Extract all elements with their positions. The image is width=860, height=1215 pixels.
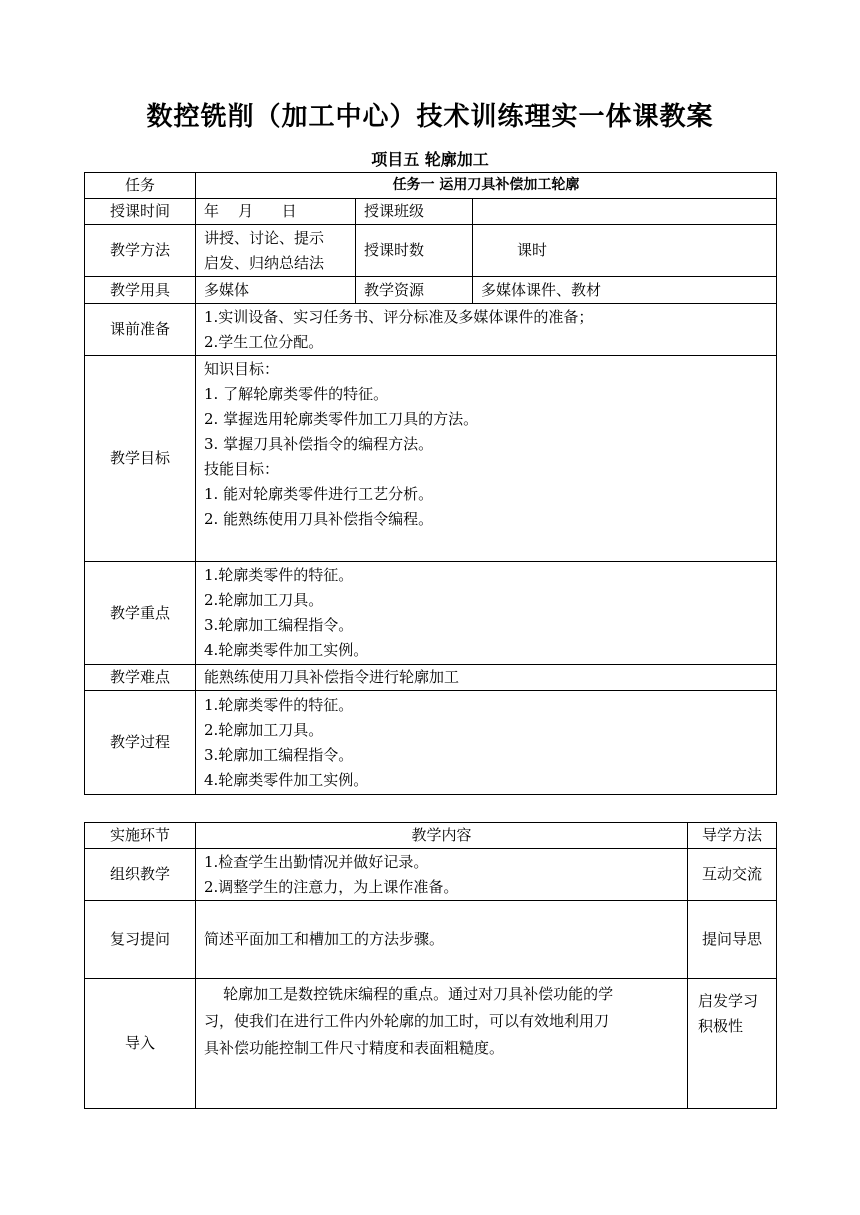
content-cell (196, 849, 688, 901)
process-line: 3.轮廓加工编程指令。 (204, 745, 354, 764)
method-cell (688, 979, 777, 1109)
stage-cell: 导入 (85, 979, 196, 1109)
key-line: 4.轮廓类零件加工实例。 (204, 641, 369, 659)
header-stage: 实施环节 (85, 823, 196, 849)
goal-line: 知识目标： (204, 360, 280, 378)
goal-content (196, 356, 777, 562)
document-title: 数控铣削（加工中心）技术训练理实一体课教案 (146, 102, 714, 132)
method-line: 积极性 (698, 1017, 744, 1035)
content-line: 2.调整学生的注意力，为上课作准备。 (204, 877, 459, 896)
task-label: 任务 (85, 173, 196, 199)
lesson-info-table (84, 172, 777, 795)
content-line: 习，使我们在进行工件内外轮廓的加工时，可以有效地利用刀 (204, 1012, 610, 1030)
method-cell: 互动交流 (688, 849, 777, 901)
resources-label: 教学资源 (356, 277, 473, 304)
difficulty-label: 教学难点 (85, 665, 196, 691)
tools-label: 教学用具 (85, 277, 196, 304)
key-line: 3.轮廓加工编程指令。 (204, 616, 354, 634)
method-value (196, 225, 356, 277)
key-content (196, 562, 777, 665)
goal-line: 技能目标： (204, 460, 280, 478)
stage-cell: 组织教学 (85, 849, 196, 901)
process-line: 1.轮廓类零件的特征。 (204, 695, 354, 714)
goal-line: 1. 能对轮廓类零件进行工艺分析。 (204, 485, 434, 503)
time-label: 授课时间 (85, 199, 196, 225)
hours-value: 课时 (473, 225, 777, 277)
difficulty-value: 能熟练使用刀具补偿指令进行轮廓加工 (196, 665, 777, 691)
teaching-process-table (84, 822, 777, 1109)
key-line: 1.轮廓类零件的特征。 (204, 566, 354, 584)
content-line: 具补偿功能控制工件尺寸精度和表面粗糙度。 (204, 1039, 505, 1057)
prep-line: 2.学生工位分配。 (204, 332, 324, 351)
content-cell: 简述平面加工和槽加工的方法步骤。 (196, 901, 688, 979)
key-label: 教学重点 (85, 562, 196, 665)
header-content: 教学内容 (196, 823, 688, 849)
method-line: 启发学习 (698, 992, 759, 1010)
table-row (85, 979, 777, 1109)
table-row (85, 901, 777, 979)
method-cell: 提问导思 (688, 901, 777, 979)
process-label: 教学过程 (85, 691, 196, 795)
stage-cell: 复习提问 (85, 901, 196, 979)
prep-label: 课前准备 (85, 304, 196, 356)
goal-line: 2. 能熟练使用刀具补偿指令编程。 (204, 510, 434, 528)
goal-line: 2. 掌握选用轮廓类零件加工刀具的方法。 (204, 410, 479, 428)
prep-content (196, 304, 777, 356)
method-line: 讲授、讨论、提示 (204, 228, 325, 247)
content-cell (196, 979, 688, 1109)
content-line: 1.检查学生出勤情况并做好记录。 (204, 852, 429, 871)
class-value (473, 199, 777, 225)
method-line: 启发、归纳总结法 (204, 253, 325, 272)
table-row (85, 849, 777, 901)
goal-line: 1. 了解轮廓类零件的特征。 (204, 385, 389, 403)
prep-line: 1.实训设备、实习任务书、评分标准及多媒体课件的准备； (204, 307, 594, 326)
project-subtitle: 项目五 轮廓加工 (371, 150, 489, 169)
hours-label: 授课时数 (356, 225, 473, 277)
tools-value: 多媒体 (196, 277, 356, 304)
method-label: 教学方法 (85, 225, 196, 277)
content-line: 轮廓加工是数控铣床编程的重点。通过对刀具补偿功能的学 (204, 985, 614, 1003)
key-line: 2.轮廓加工刀具。 (204, 591, 324, 609)
process-line: 2.轮廓加工刀具。 (204, 720, 324, 739)
task-value: 任务一 运用刀具补偿加工轮廓 (196, 173, 777, 199)
time-value: 年 月 日 (196, 199, 356, 225)
process-content (196, 691, 777, 795)
process-line: 4.轮廓类零件加工实例。 (204, 770, 369, 789)
resources-value: 多媒体课件、教材 (473, 277, 777, 304)
header-method: 导学方法 (688, 823, 777, 849)
goal-label: 教学目标 (85, 356, 196, 562)
goal-line: 3. 掌握刀具补偿指令的编程方法。 (204, 435, 434, 453)
class-label: 授课班级 (356, 199, 473, 225)
